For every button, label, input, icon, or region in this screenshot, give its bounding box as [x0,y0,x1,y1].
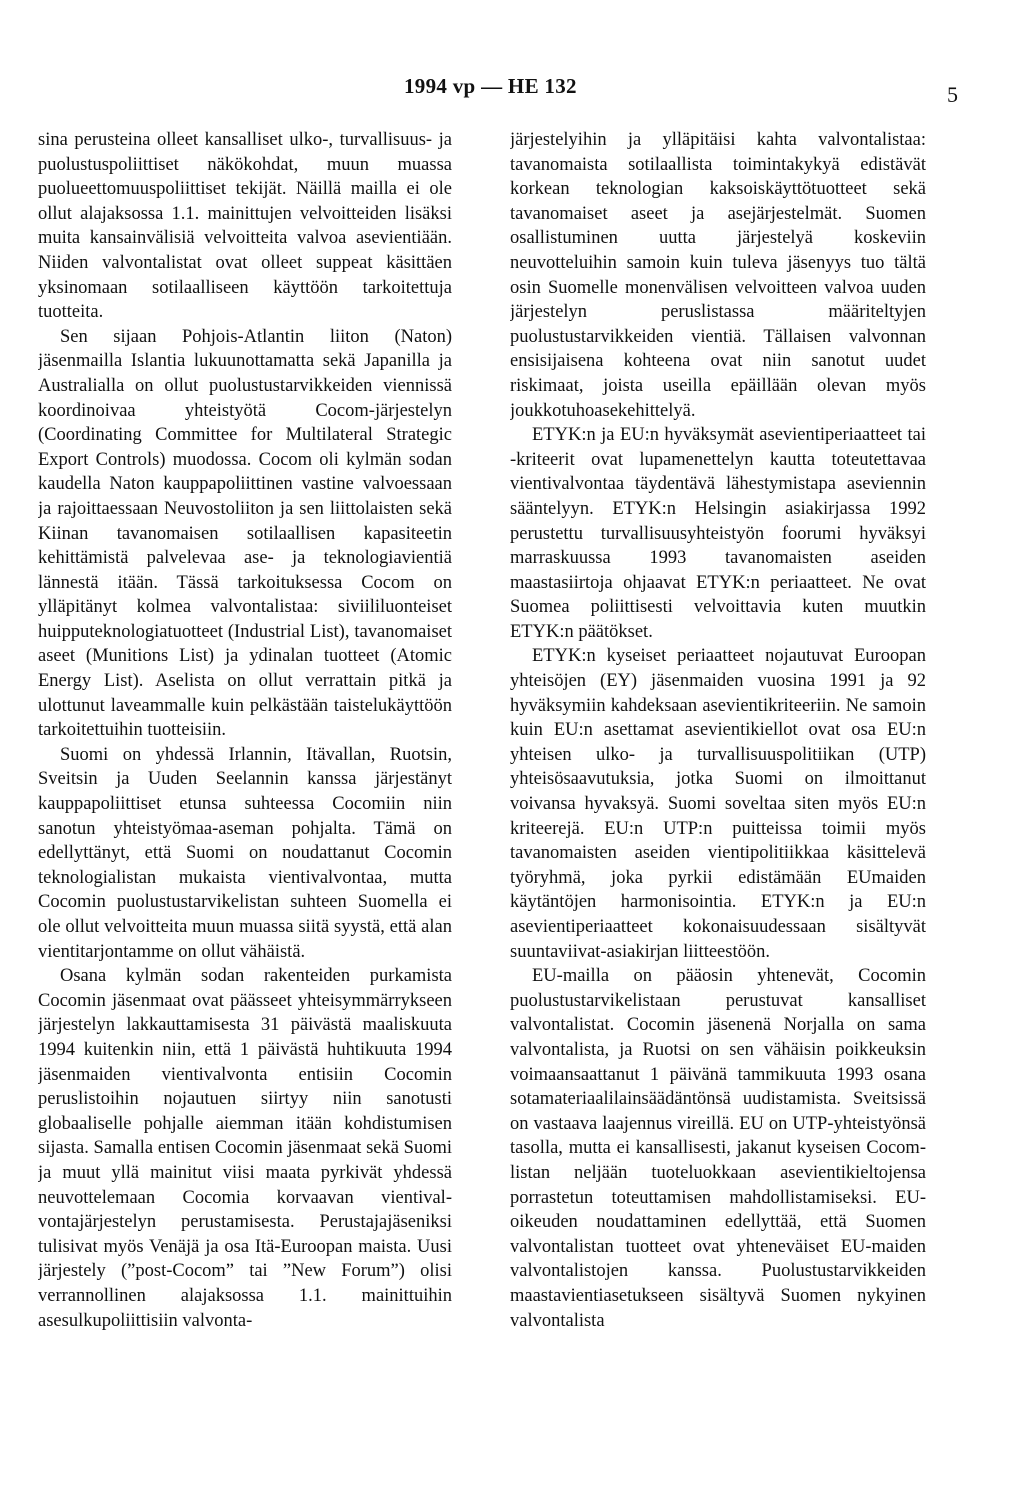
paragraph: Suomi on yhdessä Irlannin, Itävallan, Ruotsin, Sveitsin ja Uuden Seelannin kanssa järjestänyt kauppapoliittiset etunsa suhteessa Cocomiin niin sanotun yhteistyömaa-aseman pohjalta. Tämä on edellyttänyt, että Suomi on noudattanut Cocomin teknologialistan mukaista vientivalvontaa, mutta Cocomin puolustustarvikelistan suhteen Suomella ei ole ollut velvoitteita muun muassa siitä syystä, että alan vientitarjontamme on ollut vähäistä. [38,744,452,962]
running-title: 1994 vp — HE 132 [404,74,577,98]
paragraph: ETYK:n kyseiset periaatteet nojautuvat Euroopan yhteisöjen (EY) jäsenmaiden vuosina 1991 ja 92 hyväksymiin kahdeksaan asevientikriteeriin. Ne samoin kuin EU:n asettamat asevientikiellot ovat osa EU:n yhteisen ulko- ja turvallisuuspolitiikan (UTP) yhteisösaavutuksia, jotka Suomi on ilmoittanut voivansa hyvaksyä. Suomi soveltaa siten myös EU:n kriteerejä. EU:n UTP:n puitteissa toimii myös tavanomaisten aseiden vientipolitiikkaa käsittelevä työryhmä, joka pyrkii edistämään EUmaiden käytäntöjen harmonisointia. ETYK:n ja EU:n asevientiperiaatteet kokonaisuudessaan sisältyvät suuntaviivat-asiakirjan liitteestöön. [510,646,926,962]
paragraph: Osana kylmän sodan rakenteiden purkamista Cocomin jäsenmaat ovat päässeet yhteisymmärrykseen järjestelyn lakkauttamisesta 31 päivästä maaliskuuta 1994 kuitenkin niin, että 1 päivästä huhtikuuta 1994 jäsenmaiden vientivalvonta entisiin Cocomin peruslistoihin nojautuen siirtyy niin sanotusti globaaliselle pohjalle aiemman itään kohdistumisen sijasta. Samalla entisen Cocomin jäsenmaat sekä Suomi ja muut yllä mainitut viisi maata pyrkivät yhdessä neuvottelemaan Cocomia korvaavan vientivalvontajärjestelyn perustamisesta. Perustajajäseniksi tulisivat myös Venäjä ja osa Itä-Euroopan maista. Uusi järjestely (”post-Cocom” tai ”New Forum”) olisi verrannollinen alajaksossa 1.1. mainittuihin asesulkupoliittisiin valvonta- [38,966,452,1331]
paragraph: sina perusteina olleet kansalliset ulko-, turvallisuus- ja puolustuspoliittiset näkökohdat, muun muassa puolueettomuuspoliittiset tekijät. Näillä mailla ei ole ollut alajaksossa 1.1. mainittujen velvoitteiden lisäksi muita kansainvälisiä velvoitteita valvoa asevientiään. Niiden valvontalistat ovat olleet suppeat käsittäen yksinomaan sotilaalliseen käyttöön tarkoitettuja tuotteita. [38,130,452,323]
left-column [38,128,452,1468]
paragraph: EU-mailla on pääosin yhtenevät, Cocomin puolustustarvikelistaan perustuvat kansalliset valvontalistat. Cocomin jäsenenä Norjalla on sama valvontalista, ja Ruotsi on sen vähäisin poikkeuksin voimaansaattanut 1 päivänä tammikuuta 1993 osana sotamateriaalilainsäädäntönsä uudistamista. Sveitsissä on vastaava laajennus vireillä. EU on UTP-yhteistyönsä tasolla, mutta ei kansallisesti, jakanut kyseisen Cocom-listan neljään tuoteluokkaan asevientikieltojensa porrastetun toteuttamisen mahdollistamiseksi. EU-oikeuden noudattaminen edellyttää, että Suomen valvontalistan tuotteet ovat yhteneväiset EU-maiden valvontalistojen kanssa. Puolustustarvikkeiden maastavientiasetukseen sisältyvä Suomen nykyinen valvontalista [510,966,926,1331]
page-number: 5 [947,82,958,107]
paragraph: järjestelyihin ja ylläpitäisi kahta valvontalistaa: tavanomaista sotilaallista toimintakykyä edistävät korkean teknologian kaksoiskäyttötuotteet sekä tavanomaiset aseet ja asejärjestelmät. Suomen osallistuminen uutta järjestelyä koskeviin neuvotteluihin samoin kuin tuleva jäsenyys tuo tältä osin Suomelle monenvälisen velvoitteen valvoa uuden järjestelyn peruslistassa määriteltyjen puolustustarvikkeiden vientiä. Tällaisen valvonnan ensisijaisena kohteena ovat niin sanotut uudet riskimaat, joista useilla epäillään olevan myös joukkotuhoasekehittelyä. [510,130,926,421]
paragraph: Sen sijaan Pohjois-Atlantin liiton (Naton) jäsenmailla Islantia lukuunottamatta sekä Japanilla ja Australialla on ollut puolustustarvikkeiden viennissä koordinoivaa yhteistyötä Cocom-järjestelyn (Coordinating Committee for Multilateral Strategic Export Controls) muodossa. Cocom oli kylmän sodan kaudella Naton kauppapoliittinen vastine valvoessaan ja rajoittaessaan Neuvostoliiton ja sen liittolaisten sekä Kiinan tavanomaisen sotilaallisen kapasiteetin kehittämistä palvelevaa ase- ja teknologiavientiä lännestä itään. Tässä tarkoituksessa Cocom on ylläpitänyt kolmea valvontalistaa: siviililuonteiset huipputeknologiatuotteet (Industrial List), tavanomaiset aseet (Munitions List) ja ydinalan tuotteet (Atomic Energy List). Aselista on ollut verrattain pitkä ja ulottunut laveammalle kuin pelkästään taistelukäyttöön tarkoitettuihin tuotteisiin. [38,326,452,741]
paragraph: ETYK:n ja EU:n hyväksymät asevientiperiaatteet tai -kriteerit ovat lupamenettelyn kautta toteutettavaa vientivalvontaa täydentävä lähestymistapa aseviennin sääntelyyn. ETYK:n Helsingin asiakirjassa 1992 perustettu turvallisuusyhteistyön foorumi hyväksyi marraskuussa 1993 tavanomaisten aseiden maastasiirtoja ohjaavat ETYK:n periaatteet. Ne ovat Suomea poliittisesti velvoittavia kuten muutkin ETYK:n päätökset. [510,425,926,642]
page-header [0,74,1024,107]
right-column [510,128,926,1468]
